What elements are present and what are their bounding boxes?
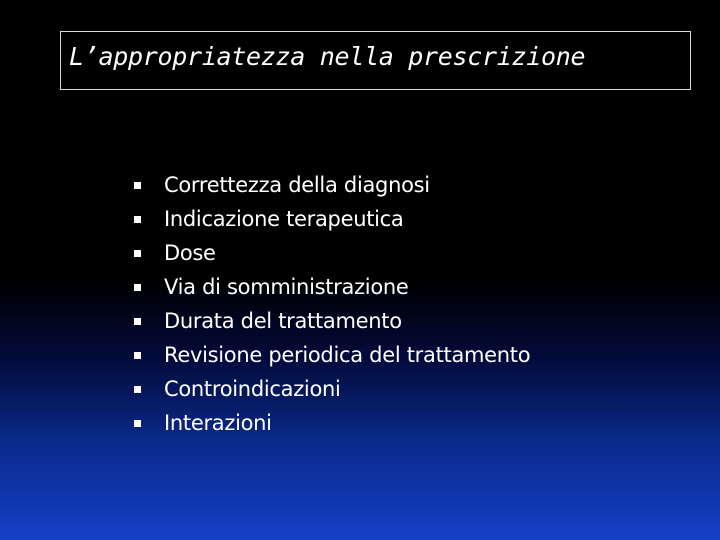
list-item bbox=[132, 202, 530, 236]
title-box bbox=[60, 31, 691, 90]
list-item bbox=[132, 168, 530, 202]
bullet-text: Dose bbox=[164, 241, 216, 265]
bullet-text: Revisione periodica del trattamento bbox=[164, 343, 531, 367]
square-bullet-icon bbox=[134, 386, 141, 393]
square-bullet-icon bbox=[134, 352, 141, 359]
list-item bbox=[132, 304, 530, 338]
square-bullet-icon bbox=[134, 216, 141, 223]
list-item bbox=[132, 372, 530, 406]
square-bullet-icon bbox=[134, 420, 141, 427]
bullet-text: Durata del trattamento bbox=[164, 309, 402, 333]
bullet-text: Via di somministrazione bbox=[164, 275, 409, 299]
slide-title: L’appropriatezza nella prescrizione bbox=[69, 42, 586, 71]
square-bullet-icon bbox=[134, 284, 141, 291]
square-bullet-icon bbox=[134, 182, 141, 189]
square-bullet-icon bbox=[134, 318, 141, 325]
list-item bbox=[132, 236, 530, 270]
bullet-text: Interazioni bbox=[164, 411, 272, 435]
bullet-text: Correttezza della diagnosi bbox=[164, 173, 430, 197]
list-item bbox=[132, 406, 530, 440]
bullet-text: Controindicazioni bbox=[164, 377, 341, 401]
list-item bbox=[132, 270, 530, 304]
bullet-list bbox=[132, 168, 530, 440]
square-bullet-icon bbox=[134, 250, 141, 257]
bullet-text: Indicazione terapeutica bbox=[164, 207, 404, 231]
list-item bbox=[132, 338, 530, 372]
